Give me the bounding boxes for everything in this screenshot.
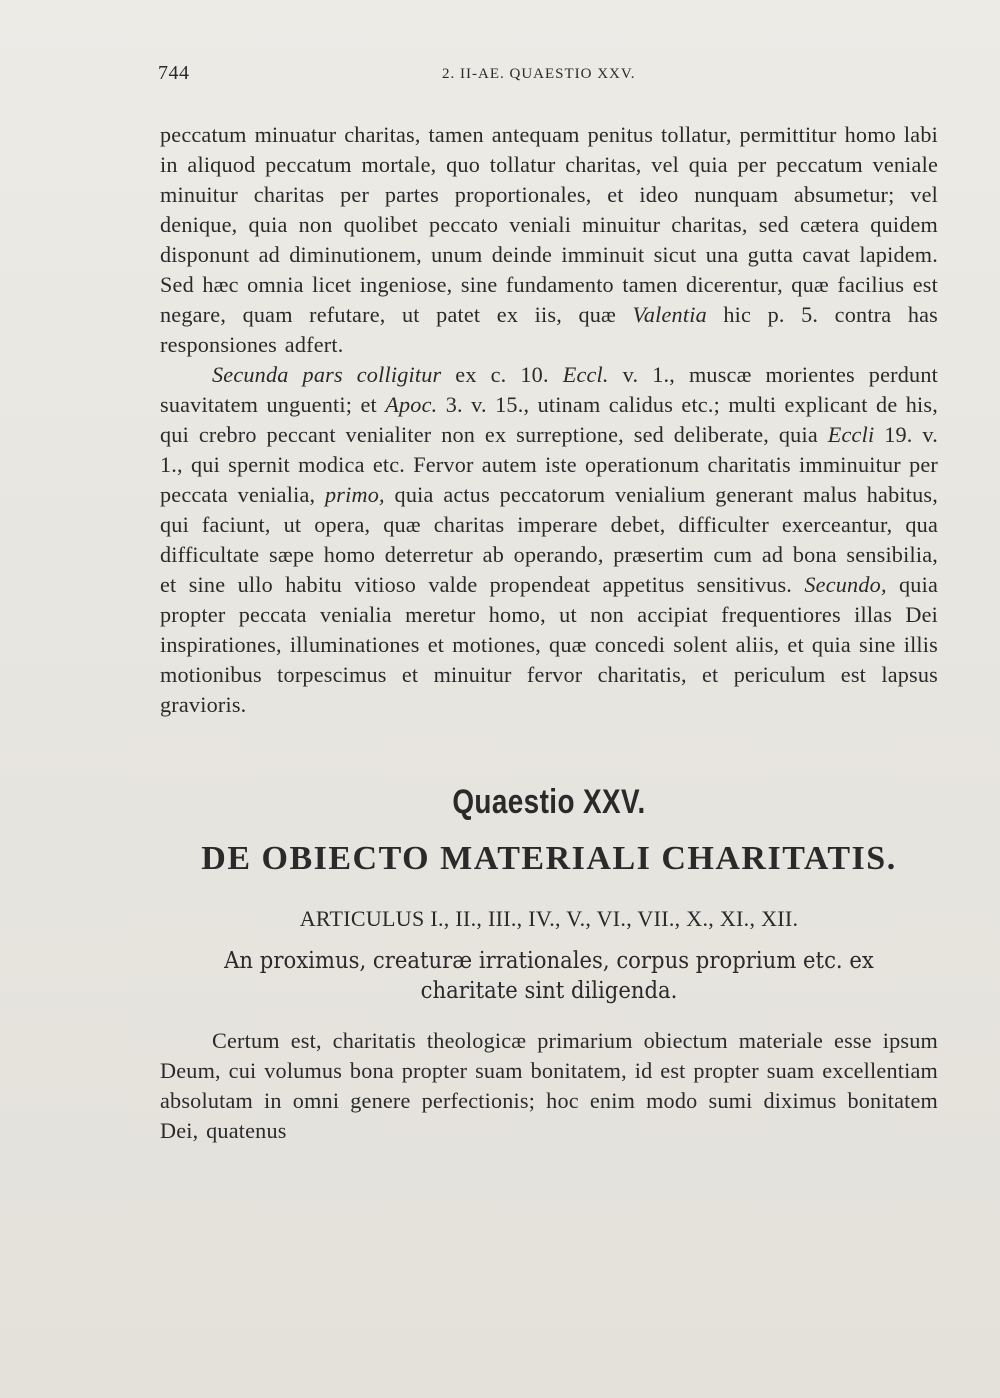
italic-reference: Apoc. [385,392,438,417]
italic-reference: Eccli [827,422,875,447]
text-run: v. 1., muscæ morientes perdunt suavitatem unguenti; et [160,362,938,417]
text-run: 3. v. 15., utinam calidus etc.; multi explicant de his, qui crebro peccant venialiter non ex surreptione, sed deliberate, quia [160,392,938,447]
italic-word: primo, [325,482,385,507]
page-number: 744 [158,62,190,84]
question-title: Quaestio XXV. [452,783,646,821]
articulus-heading: ARTICULUS I., II., III., IV., V., VI., VII., X., XI., XII. [299,906,799,931]
text-run: quia propter peccata venialia meretur homo, ut non accipiat frequentiores illas Dei inspirationes, illuminationes et motiones, quæ concedi solent aliis, et quia sine illis motionibus torpescimus et minuitur fervor charitatis, et periculum est lapsus gravioris. [160,572,939,717]
question-subtitle: DE OBIECTO MATERIALI CHARITATIS. [201,840,897,877]
text-run: peccatum minuatur charitas, tamen antequam penitus tollatur, permittitur homo labi in aliquod peccatum mortale, quo tollatur charitas, vel quia per peccatum veniale minuitur charitas per partes proportionales, et ideo nunquam absumetur; vel denique, quia non quolibet peccato veniali minuitur charitas, sed cætera quidem disponunt ad diminutionem, unum deinde imminuit sicut una gutta cavat lapidem. Sed hæc omnia licet ingeniose, sine fundamento tamen dicerentur, quæ facilius est negare, quam refutare, ut patet ex iis, quæ [160,122,938,327]
running-head [160,62,938,102]
article-question: An proximus, creaturæ irrationales, corpus proprium etc. ex charitate sint diligenda. [224,948,874,1004]
paragraph-secunda-pars [160,360,938,720]
italic-name: Valentia [632,302,707,327]
italic-phrase: Secunda pars colligitur [212,362,442,387]
paragraph-continued [160,120,938,360]
text-run: hic p. 5. contra has responsiones adfert. [160,302,939,357]
text-run: quia actus peccatorum venialium generant malus habitus, qui faciunt, ut opera, quæ charitas imperare debet, difficulter exerceantur, qua difficultate sæpe homo deterretur ab operando, præsertim cum ad bona sensibilia, et sine ullo habitu vitioso valde propendeat appetitus sensitivus. [160,482,938,597]
paragraph-certum-est: Certum est, charitatis theologicæ primarium obiectum materiale esse ipsum Deum, cui volumus bona propter suam bonitatem, id est propter suam excellentiam absolutam in omni genere perfectionis; hoc enim modo sumi diximus bonitatem Dei, quatenus [160,1028,938,1143]
italic-word: Secundo, [804,572,887,597]
running-title: 2. II-AE. QUAESTIO XXV. [442,66,636,82]
text-run: 19. v. 1., qui spernit modica etc. Fervor autem iste operationum charitatis imminuitur per peccata venialia, [160,422,938,507]
text-run: ex c. 10. [441,362,563,387]
italic-reference: Eccl. [562,362,609,387]
